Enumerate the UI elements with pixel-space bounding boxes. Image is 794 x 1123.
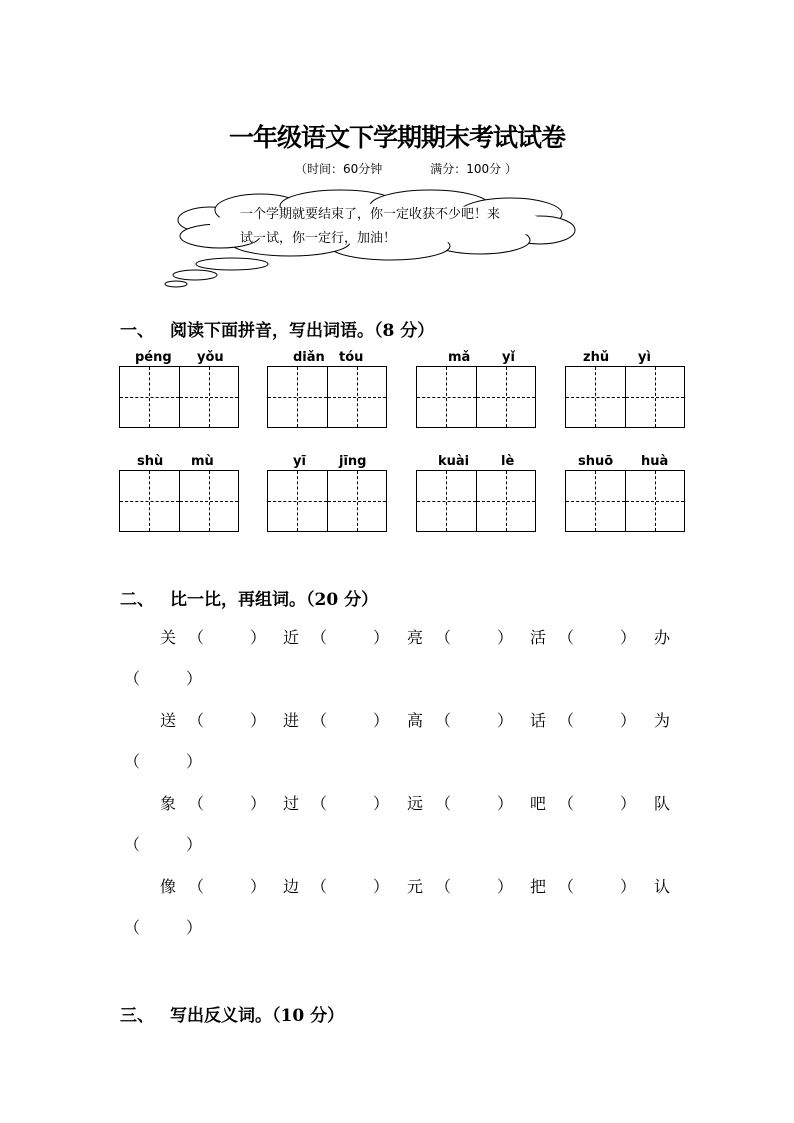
exam-score: 满分：100分 ） bbox=[430, 162, 518, 176]
compare-char: 话 bbox=[530, 711, 547, 730]
answer-blank-close: ） bbox=[250, 877, 267, 896]
compare-char: 远 bbox=[407, 794, 424, 813]
answer-blank-open[interactable]: （ bbox=[311, 711, 328, 730]
pinyin-syllable: lè bbox=[501, 454, 515, 469]
pinyin-syllable: mù bbox=[191, 454, 214, 469]
answer-blank-open[interactable]: （ bbox=[188, 711, 205, 730]
compare-char: 关 bbox=[160, 628, 177, 647]
pinyin-syllable: yǒu bbox=[197, 350, 224, 365]
answer-blank-close: ） bbox=[497, 794, 514, 813]
answer-blank-open[interactable]: （ bbox=[435, 794, 452, 813]
section-2-heading bbox=[120, 585, 378, 610]
answer-blank-close: ） bbox=[186, 669, 203, 688]
compare-char: 吧 bbox=[530, 794, 547, 813]
answer-blank-open[interactable]: （ bbox=[311, 794, 328, 813]
pinyin-syllable: yì bbox=[638, 350, 651, 365]
compare-char: 边 bbox=[283, 877, 300, 896]
cloud-text: 一个学期就要结束了，你一定收获不少吧！来试一试，你一定行，加油！ bbox=[240, 207, 501, 246]
compare-char: 认 bbox=[654, 877, 671, 896]
writing-grid[interactable] bbox=[267, 366, 387, 428]
compare-char: 过 bbox=[283, 794, 300, 813]
pinyin-syllable: zhǔ bbox=[583, 350, 610, 365]
section-title: 写出反义词。（10 分） bbox=[170, 1006, 345, 1026]
compare-char: 象 bbox=[160, 794, 177, 813]
answer-blank-open[interactable]: （ bbox=[435, 711, 452, 730]
compare-char: 像 bbox=[160, 877, 177, 896]
answer-blank-close: ） bbox=[373, 794, 390, 813]
answer-blank-open[interactable]: （ bbox=[124, 835, 141, 854]
compare-char: 高 bbox=[407, 711, 424, 730]
pinyin-syllable: mǎ bbox=[448, 350, 471, 365]
answer-blank-close: ） bbox=[620, 794, 637, 813]
answer-blank-close: ） bbox=[620, 628, 637, 647]
exam-info bbox=[295, 160, 517, 177]
answer-blank-open[interactable]: （ bbox=[124, 669, 141, 688]
writing-grid[interactable] bbox=[565, 470, 685, 532]
writing-grid[interactable] bbox=[119, 470, 239, 532]
compare-char: 活 bbox=[530, 628, 547, 647]
answer-blank-open[interactable]: （ bbox=[435, 628, 452, 647]
writing-grid[interactable] bbox=[416, 366, 536, 428]
answer-blank-open[interactable]: （ bbox=[558, 628, 575, 647]
compare-char: 送 bbox=[160, 711, 177, 730]
answer-blank-close: ） bbox=[373, 711, 390, 730]
compare-char: 办 bbox=[654, 628, 671, 647]
section-title: 比一比，再组词。（20 分） bbox=[170, 590, 379, 610]
pinyin-syllable: diǎn bbox=[293, 350, 325, 365]
answer-blank-open[interactable]: （ bbox=[558, 877, 575, 896]
answer-blank-close: ） bbox=[250, 794, 267, 813]
pinyin-syllable: yǐ bbox=[502, 350, 515, 365]
section-number: 一、 bbox=[120, 321, 154, 341]
pinyin-syllable: jīng bbox=[339, 454, 367, 469]
pinyin-syllable: kuài bbox=[438, 454, 470, 469]
answer-blank-close: ） bbox=[250, 628, 267, 647]
pinyin-syllable: shù bbox=[137, 454, 164, 469]
answer-blank-open[interactable]: （ bbox=[124, 752, 141, 771]
writing-grid[interactable] bbox=[267, 470, 387, 532]
writing-grid[interactable] bbox=[416, 470, 536, 532]
writing-grid[interactable] bbox=[119, 366, 239, 428]
compare-char: 元 bbox=[407, 877, 424, 896]
answer-blank-close: ） bbox=[497, 711, 514, 730]
answer-blank-open[interactable]: （ bbox=[558, 711, 575, 730]
answer-blank-close: ） bbox=[250, 711, 267, 730]
section-number: 三、 bbox=[120, 1006, 154, 1026]
pinyin-syllable: péng bbox=[135, 350, 172, 365]
answer-blank-close: ） bbox=[620, 711, 637, 730]
answer-blank-open[interactable]: （ bbox=[311, 877, 328, 896]
page-title: 一年级语文下学期期末考试试卷 bbox=[228, 123, 565, 152]
pinyin-syllable: shuō bbox=[578, 454, 614, 469]
section-number: 二、 bbox=[120, 590, 154, 610]
compare-char: 亮 bbox=[407, 628, 424, 647]
answer-blank-close: ） bbox=[186, 918, 203, 937]
section-title: 阅读下面拼音，写出词语。（8 分） bbox=[170, 321, 435, 341]
answer-blank-open[interactable]: （ bbox=[558, 794, 575, 813]
compare-char: 近 bbox=[283, 628, 300, 647]
answer-blank-open[interactable]: （ bbox=[311, 628, 328, 647]
section-1-heading bbox=[120, 316, 434, 341]
compare-char: 进 bbox=[283, 711, 300, 730]
answer-blank-open[interactable]: （ bbox=[435, 877, 452, 896]
answer-blank-close: ） bbox=[620, 877, 637, 896]
compare-char: 队 bbox=[654, 794, 671, 813]
answer-blank-close: ） bbox=[497, 877, 514, 896]
answer-blank-open[interactable]: （ bbox=[188, 628, 205, 647]
exam-time: （时间：60分钟 bbox=[295, 162, 383, 176]
answer-blank-close: ） bbox=[373, 877, 390, 896]
compare-char: 为 bbox=[654, 711, 671, 730]
compare-char: 把 bbox=[530, 877, 547, 896]
pinyin-syllable: yī bbox=[293, 454, 306, 469]
answer-blank-close: ） bbox=[497, 628, 514, 647]
answer-blank-close: ） bbox=[186, 835, 203, 854]
section-3-heading bbox=[120, 1001, 344, 1026]
answer-blank-close: ） bbox=[186, 752, 203, 771]
pinyin-syllable: huà bbox=[641, 454, 669, 469]
writing-grid[interactable] bbox=[565, 366, 685, 428]
pinyin-syllable: tóu bbox=[339, 350, 364, 365]
answer-blank-close: ） bbox=[373, 628, 390, 647]
answer-blank-open[interactable]: （ bbox=[188, 877, 205, 896]
answer-blank-open[interactable]: （ bbox=[188, 794, 205, 813]
answer-blank-open[interactable]: （ bbox=[124, 918, 141, 937]
